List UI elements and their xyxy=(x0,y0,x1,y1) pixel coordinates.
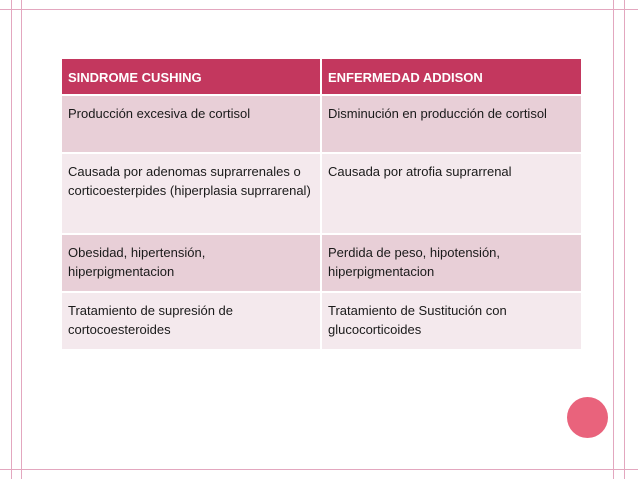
header-cushing: SINDROME CUSHING xyxy=(62,59,321,95)
frame-line-top xyxy=(0,9,638,10)
table-row xyxy=(62,95,581,153)
table-cell: Obesidad, hipertensión, hiperpigmentacion xyxy=(62,234,321,292)
header-addison: ENFERMEDAD ADDISON xyxy=(321,59,581,95)
table-header-row xyxy=(62,59,581,95)
decorative-circle xyxy=(567,397,608,438)
table-cell: Disminución en producción de cortisol xyxy=(321,95,581,153)
table-row xyxy=(62,234,581,292)
frame-line-left-inner xyxy=(21,0,22,479)
table-row xyxy=(62,153,581,234)
table-cell: Causada por atrofia suprarrenal xyxy=(321,153,581,234)
table-cell: Perdida de peso, hipotensión, hiperpigmentacion xyxy=(321,234,581,292)
table-cell: Tratamiento de supresión de cortocoesteroides xyxy=(62,292,321,350)
table-cell: Causada por adenomas suprarrenales o corticoesterpides (hiperplasia suprrarenal) xyxy=(62,153,321,234)
table-cell: Producción excesiva de cortisol xyxy=(62,95,321,153)
frame-line-right-inner xyxy=(613,0,614,479)
comparison-table xyxy=(62,59,581,351)
frame-line-left-outer xyxy=(11,0,12,479)
frame-line-bottom xyxy=(0,469,638,470)
table-cell: Tratamiento de Sustitución con glucocorticoides xyxy=(321,292,581,350)
table-row xyxy=(62,292,581,350)
frame-line-right-outer xyxy=(624,0,625,479)
